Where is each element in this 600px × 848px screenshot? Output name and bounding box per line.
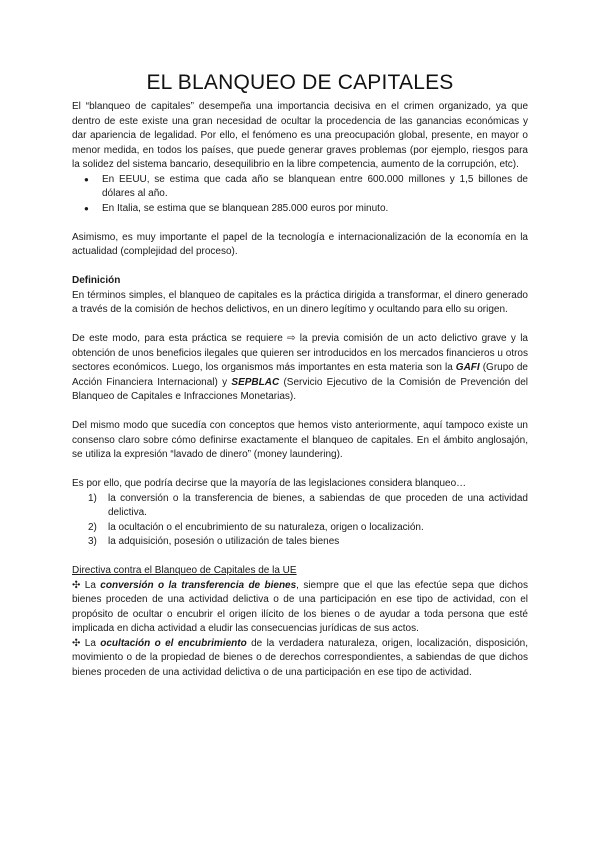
consensus-paragraph: Del mismo modo que sucedía con conceptos que hemos visto anteriormente, aquí tampoco existe un consenso claro sobre cómo definirse exactamente el blanqueo de capitales. En el ámbito anglosajón, se utiliza la expresión “lavado de dinero” (money laundering). — [72, 420, 528, 460]
spacer — [72, 260, 528, 275]
cross-bullet-icon: ✣ — [72, 579, 81, 591]
directive-item-1 — [72, 579, 528, 637]
item-text: la conversión o la transferencia de bienes, a sabiendas de que proceden de una actividad delictiva. — [108, 492, 528, 518]
item-text: la adquisición, posesión o utilización de tales bienes — [108, 536, 340, 547]
mode-text: De este modo, para esta práctica se requiere — [72, 333, 288, 344]
directive-text: La — [84, 579, 101, 591]
list-item: ● En Italia, se estima que se blanquean 285.000 euros por minuto. — [98, 202, 528, 217]
mode-paragraph — [72, 332, 528, 405]
intro-paragraph: El “blanqueo de capitales” desempeña una importancia decisiva en el crimen organizado, ya que dentro de este existe una gran necesidad de ocultar la procedencia de las ganancias económicas y dar apariencia de legalidad. Por ello, el fenómeno es una preocupación global, presente, en mayor o menor medida, en todos los países, que puede generar graves problemas (por ejemplo, riesgos para la solidez del sistema bancario, desequilibrio en la libre competencia, aumento de la corrupción, etc). — [72, 101, 528, 170]
directive-emphasis: ocultación o el encubrimiento — [100, 637, 247, 649]
directive-text: La — [84, 637, 101, 649]
spacer — [72, 405, 528, 420]
list-item — [88, 492, 528, 521]
spacer — [72, 463, 528, 478]
mode-text: (Servicio Ejecutivo de la Comisión de Prevención del Blanqueo de Capitales e Infracciones Monetarias). — [72, 376, 528, 402]
arrow-icon: ⇨ — [287, 333, 296, 344]
spacer — [72, 318, 528, 333]
spacer — [72, 216, 528, 231]
item-text: la ocultación o el encubrimiento de su naturaleza, origen o localización. — [108, 521, 424, 533]
item-number: 3) — [88, 536, 97, 547]
gafi-term: GAFI — [455, 362, 480, 373]
directive-text: de la verdadera naturaleza, origen, localización, disposición, movimiento o de la propiedad de bienes o de derechos correspondientes, a sabiendas de que dichos bienes proceden de una actividad delictiva o de una participación en ese tipo de actividad. — [72, 637, 528, 678]
mode-text: la previa comisión de un acto delictivo grave y la obtención de unos beneficios ilegales que quieren ser introducidos en los mercados financieros u otros sectores económicos. Luego, los organismos más importantes en esta materia son la — [72, 333, 528, 373]
list-item: ● En EEUU, se estima que cada año se blanquean entre 600.000 millones y 1,5 billones de dólares al año. — [98, 173, 528, 202]
mode-text: (Grupo de Acción Financiera Internacional) y — [72, 362, 528, 388]
legislation-intro: Es por ello, que podría decirse que la mayoría de las legislaciones considera blanqueo… — [72, 478, 467, 489]
sepblac-term: SEPBLAC — [231, 376, 280, 388]
cross-bullet-icon: ✣ — [72, 637, 81, 649]
item-number: 1) — [88, 492, 97, 504]
directive-item-2 — [72, 637, 528, 681]
definition-paragraph: En términos simples, el blanqueo de capitales es la práctica dirigida a transformar, el dinero generado a través de la comisión de hechos delictivos, en un dinero legítimo y ocultando para ello su origen. — [72, 289, 528, 315]
legislation-list — [72, 492, 528, 550]
page-title: EL BLANQUEO DE CAPITALES — [146, 71, 454, 94]
statistics-list — [72, 173, 528, 217]
list-item — [88, 535, 528, 550]
spacer — [72, 550, 528, 565]
directive-heading: Directiva contra el Blanqueo de Capitales de la UE — [72, 565, 297, 576]
technology-paragraph: Asimismo, es muy importante el papel de la tecnología e internacionalización de la economía en la actualidad (complejidad del proceso). — [72, 231, 528, 257]
list-item — [88, 521, 528, 536]
directive-text: , siempre que el que las efectúe sepa que dichos bienes proceden de una actividad delictiva o de una participación en ese tipo de actividad, con el propósito de ocultar o encubrir el origen ilícito de los bienes o de ayudar a toda persona que esté implicada en dicha actividad a eludir las consecuencias jurídicas de sus actos. — [72, 579, 528, 634]
directive-emphasis: conversión o la transferencia de bienes — [100, 579, 297, 591]
definition-heading: Definición — [72, 275, 121, 286]
item-number: 2) — [88, 521, 97, 533]
